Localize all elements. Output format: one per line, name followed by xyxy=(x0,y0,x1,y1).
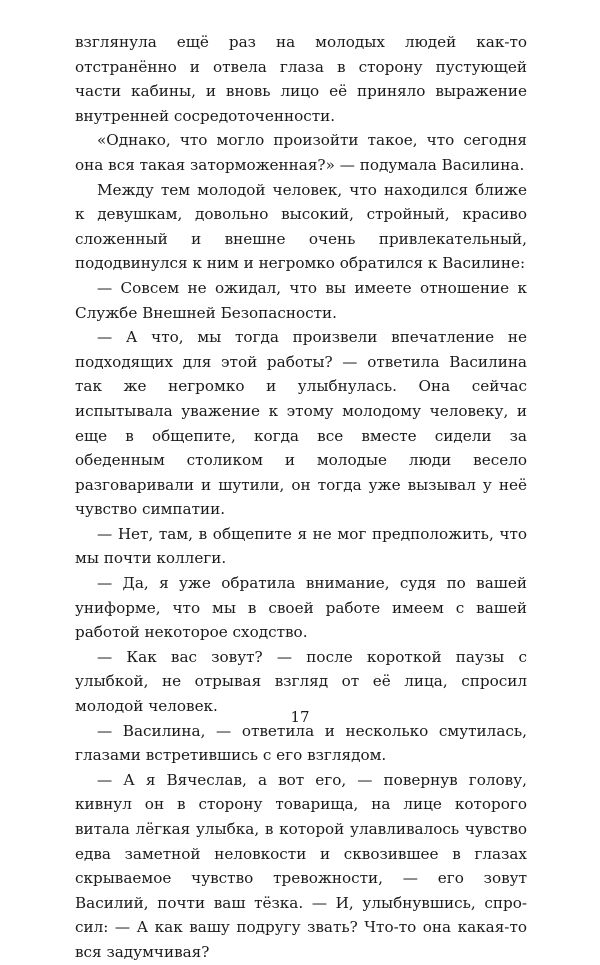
dialogue-line: — Совсем не ожидал, что вы имеете отношение к Службе Внешней Безопасности. xyxy=(75,278,527,322)
paragraph: Между тем молодой человек, что находился ближе к девушкам, довольно высокий, стройный, красиво сложенный и внешне очень привлекательный, пододвинулся к ним и негромко обратился к Василине: xyxy=(75,180,527,273)
dialogue-line: — Как вас зовут? — после короткой паузы с улыбкой, не отрывая взгляд от её лица, спросил молодой человек. xyxy=(75,647,527,716)
dialogue-line: — Нет, там, в общепите я не мог предположить, что мы почти коллеги. xyxy=(75,524,527,568)
page-number: 17 xyxy=(290,708,310,726)
page-text xyxy=(75,30,527,965)
dialogue-line: — А я Вячеслав, а вот его, — повернув голову, кивнул он в сторону товарища, на лице которого витала лёгкая улыбка, в которой улавливалось чувство едва заметной неловкости и сквозившее в глазах скрываемое чувство тревожности, — его зовут Василий, почти ваш тёзка. — И, улыбнувшись, спросил: — А как вашу подругу звать? Что-то она какая-то вся задумчивая? xyxy=(75,770,527,961)
dialogue-line: — Василина, — ответила и несколько смутилась, глазами встретившись с его взглядом. xyxy=(75,721,527,765)
paragraph-continued: взглянула ещё раз на молодых людей как-то отстранённо и отвела глаза в сторону пустующей части кабины, и вновь лицо её приняло выражение внутренней сосредоточенности. xyxy=(75,33,527,125)
paragraph: «Однако, что могло произойти такое, что сегодня она вся такая заторможенная?» — подумала Василина. xyxy=(75,131,527,174)
dialogue-line: — А что, мы тогда произвели впечатление не подходящих для этой работы? — ответила Василина так же негромко и улыбнулась. Она сейчас испытывала уважение к этому молодому человеку, и еще в общепите, когда все вместе сидели за обеденным столиком и молодые люди весело разговаривали и шутили, он тогда уже вызывал у неё чувство симпатии. xyxy=(75,328,527,519)
dialogue-line: — Да, я уже обратила внимание, судя по вашей униформе, что мы в своей работе имеем с вашей работой некоторое сходство. xyxy=(75,574,527,642)
